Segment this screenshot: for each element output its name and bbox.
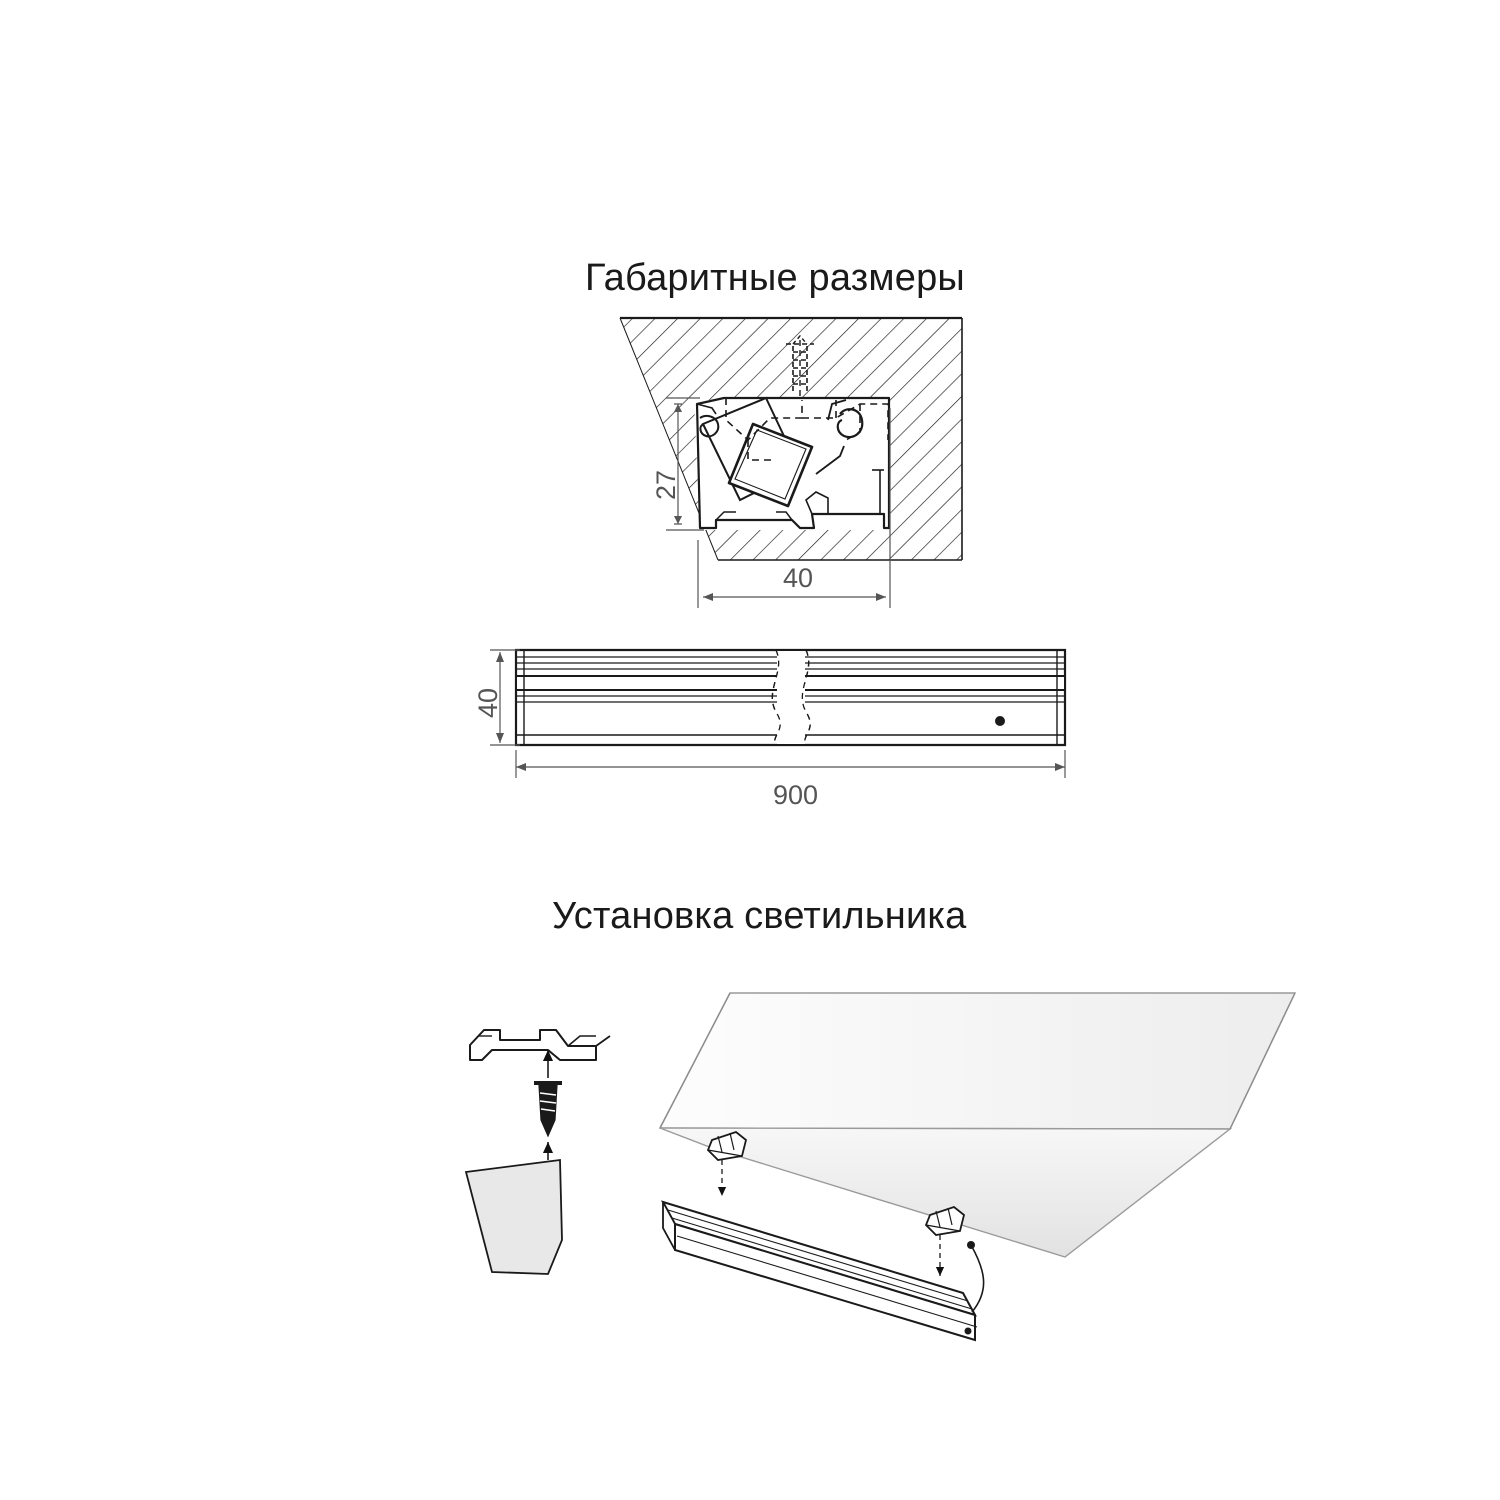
screw-icon-detail <box>534 1083 562 1136</box>
ceiling-outlet-dot <box>967 1241 975 1249</box>
section-title-dimensions: Габаритные размеры <box>585 257 965 299</box>
mounting-bracket-icon-1 <box>708 1132 746 1196</box>
dimension-900 <box>516 750 1065 778</box>
install-scene-3d <box>660 993 1295 1340</box>
section-title-installation: Установка светильника <box>552 895 967 937</box>
cable-outlet-dot <box>995 716 1005 726</box>
dim-label-width-40: 40 <box>783 563 814 593</box>
dim-label-height-27: 27 <box>651 469 681 500</box>
profile-side-view <box>516 650 1065 745</box>
dim-label-profile-height-40: 40 <box>473 687 503 718</box>
mounting-bracket-icon-2 <box>926 1207 964 1276</box>
install-detail-bracket <box>466 1030 610 1274</box>
dim-label-length-900: 900 <box>773 780 819 810</box>
cable-outlet-dot-3d <box>965 1328 972 1335</box>
